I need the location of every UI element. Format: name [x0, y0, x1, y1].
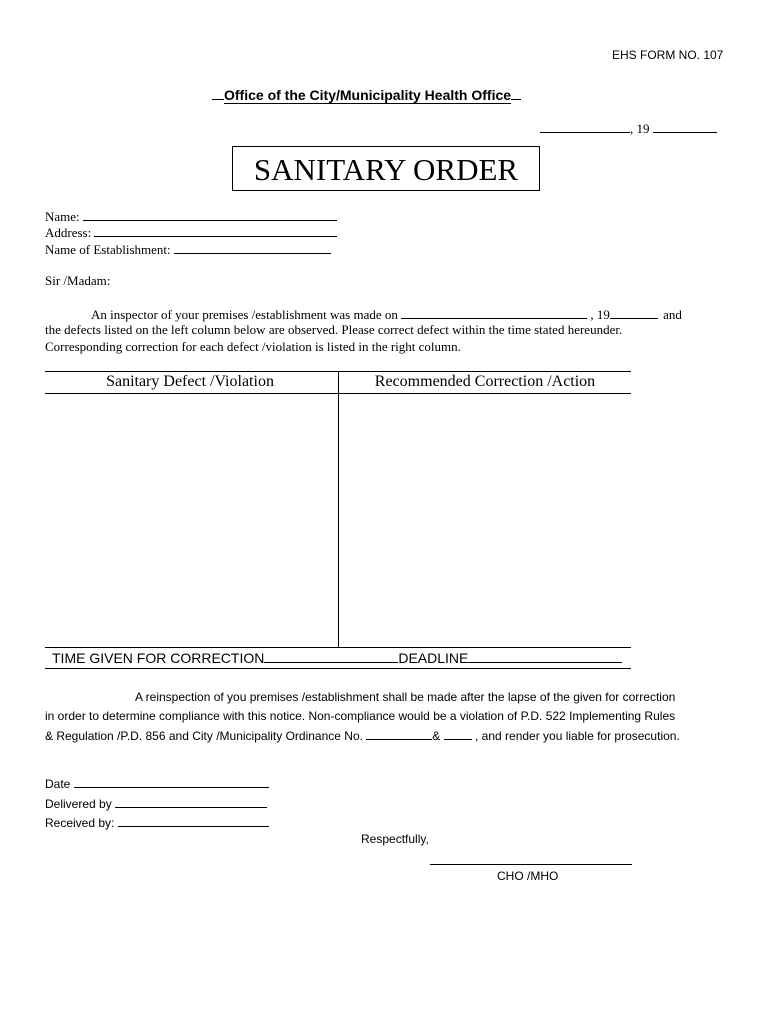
- defect-entry-area[interactable]: [45, 395, 337, 645]
- ordinance-no-field[interactable]: [366, 727, 432, 740]
- intro-line-1: [91, 306, 682, 323]
- correction-entry-area[interactable]: [340, 395, 630, 645]
- inspection-date-field[interactable]: [401, 306, 587, 319]
- reinspection-line3-end: , and render you liable for prosecution.: [475, 729, 680, 743]
- ordinance-no-field-2[interactable]: [444, 727, 472, 740]
- intro-line-2: the defects listed on the left column below are observed. Please correct defect within the time stated hereunder.: [45, 322, 623, 337]
- address-field[interactable]: [94, 224, 337, 237]
- deadline-field[interactable]: [468, 650, 622, 663]
- inspection-year-field[interactable]: [610, 306, 658, 319]
- deadline-label: DEADLINE: [398, 650, 469, 666]
- date-line: [540, 120, 717, 137]
- closing: Respectfully,: [361, 832, 429, 846]
- correction-row: [52, 650, 622, 666]
- time-given-field[interactable]: [264, 650, 398, 663]
- name-label: Name:: [45, 209, 80, 224]
- name-field[interactable]: [83, 208, 337, 221]
- intro-line1-start: An inspector of your premises /establishment was made on: [91, 307, 398, 322]
- reinspection-line-1: A reinspection of you premises /establishment shall be made after the lapse of the given for correction: [135, 690, 676, 704]
- intro-line1-year: , 19: [590, 307, 610, 322]
- establishment-label: Name of Establishment:: [45, 242, 171, 257]
- signature-line[interactable]: [430, 864, 632, 865]
- date-blank[interactable]: [540, 120, 630, 133]
- reinspection-line-2: in order to determine compliance with this notice. Non-compliance would be a violation of P.D. 522 Implementing Rules: [45, 709, 676, 723]
- address-label: Address:: [45, 225, 92, 240]
- establishment-field[interactable]: [174, 241, 331, 254]
- form-number: EHS FORM NO. 107: [612, 48, 724, 62]
- received-row: [45, 814, 269, 830]
- table-divider: [338, 371, 339, 647]
- received-by-field[interactable]: [118, 814, 269, 827]
- office-title-text: Office of the City/Municipality Health Office: [224, 87, 512, 103]
- table-bottom-rule: [45, 647, 631, 648]
- correction-row-rule: [45, 668, 631, 669]
- received-label: Received by:: [45, 816, 115, 830]
- signatory: CHO /MHO: [497, 869, 559, 883]
- page-title: SANITARY ORDER: [253, 152, 519, 187]
- establishment-row: [45, 241, 331, 258]
- reinspection-line-3: [45, 727, 680, 743]
- intro-line1-end: and: [663, 307, 682, 322]
- delivered-row: [45, 795, 267, 811]
- date-label: Date: [45, 777, 71, 791]
- date-year-prefix: , 19: [630, 121, 650, 136]
- date-row: [45, 775, 269, 791]
- address-row: [45, 224, 337, 241]
- title-box: [232, 146, 540, 191]
- office-title: [212, 85, 521, 103]
- intro-line-3: Corresponding correction for each defect /violation is listed in the right column.: [45, 339, 461, 354]
- reinspection-line3-start: & Regulation /P.D. 856 and City /Municipality Ordinance No.: [45, 729, 363, 743]
- year-blank[interactable]: [653, 120, 717, 133]
- col-header-defect: Sanitary Defect /Violation: [106, 373, 274, 390]
- name-row: [45, 208, 337, 225]
- delivered-label: Delivered by: [45, 797, 112, 811]
- delivery-date-field[interactable]: [74, 775, 269, 788]
- time-given-label: TIME GIVEN FOR CORRECTION: [52, 650, 265, 666]
- reinspection-amp: &: [432, 729, 441, 743]
- delivered-by-field[interactable]: [115, 795, 267, 808]
- col-header-correction: Recommended Correction /Action: [374, 373, 596, 390]
- salutation: Sir /Madam:: [45, 273, 111, 288]
